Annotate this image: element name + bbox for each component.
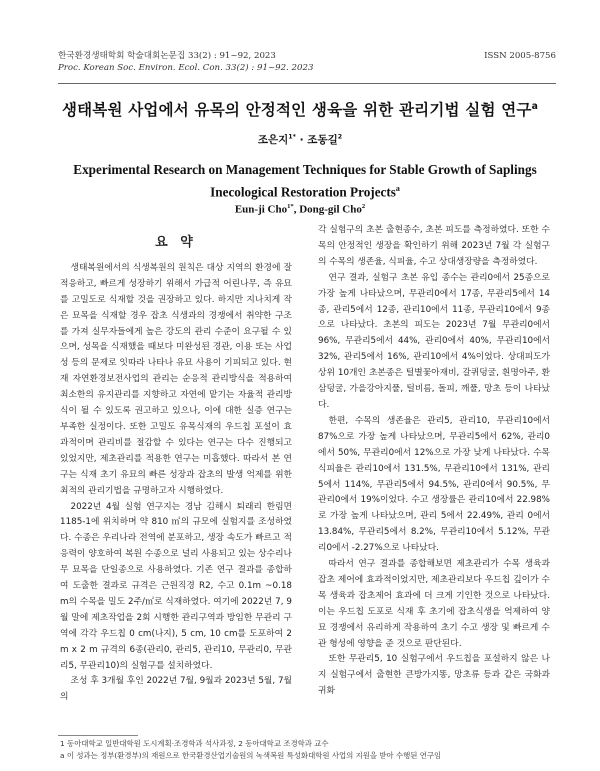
abstract-paragraph: 따라서 연구 결과를 종합해보면 제초관리가 수목 생육과 잡초 제어에 효과적이었지만, 제초관리보다 우드칩 깊이가 수목 생육과 잡초제어 효과에 더 크게 기인한 것으로 나타났다. 이는 우드칩 도포로 식재 후 초기에 잡초식생을 억제하여 양묘 경쟁에서 유리하게 작용하여 초기 수고 생장 및 빠르게 수관 형성에 영향을 준 것으로 판단된다. bbox=[318, 559, 550, 649]
abstract-paragraph: 한편, 수목의 생존율은 관리5, 관리10, 무관리10에서 87%으로 가장 높게 나타났으며, 무관리5에서 62%, 관리0에서 50%, 무관리0에서 12%으로 가장 낮게 나타났다. 수목 식피율은 관리10에서 131.5%, 무관리10에서 131%, 관리5에서 114%, 무관리5에서 94.5%, 관리0에서 90.5%, 무관리0에서 19%이었다. 수고 생장률은 관리10에서 22.98%로 가장 높게 나타났으며, 관리 5에서 22.49%, 관리 0에서 13.84%, 무관리5에서 8.2%, 무관리10에서 5.12%, 무관리0에서 -2.27%으로 나타났다. bbox=[318, 415, 550, 554]
header-rule bbox=[58, 83, 556, 84]
abstract-paragraph: 연구 결과, 실험구 초본 유입 종수는 관리0에서 25종으로 가장 높게 나타났으며, 무관리0에서 17종, 무관리5에서 14종, 관리5에서 12종, 관리10에서 11종, 무관리10에서 9종으로 나타났다. 초본의 피도는 2023년 7월 무관리0에서 96%, 무관리5에서 44%, 관리0에서 40%, 무관리10에서 32%, 관리5에서 16%, 관리10에서 4%이었다. 상대피도가 상위 10개인 초본종은 털별꽃아재비, 갈퀴덩굴, 흰명아주, 환삼덩굴, 가을강아지풀, 털비름, 돌피, 깨풀, 망초 등이 나타났다. bbox=[318, 272, 550, 410]
abstract-paragraph: 또한 무관리5, 10 실험구에서 우드칩을 포설하지 않은 나지 실험구에서 출현한 큰방가지똥, 망초류 등과 같은 국화과 귀화 bbox=[318, 654, 550, 697]
title-english-sup: a bbox=[395, 184, 400, 193]
abstract-paragraph-continued: 각 실험구의 초본 출현종수, 초본 피도를 측정하였다. 또한 수목의 안정적인 생장을 확인하기 위해 2023년 7월 각 실험구의 수목의 생존율, 식피율, 수고 상대생장량을 측정하였다. bbox=[318, 225, 550, 267]
abstract-paragraph: 조성 후 3개월 후인 2022년 7월, 9월과 2023년 5월, 7월의 bbox=[60, 676, 292, 703]
footnote-rule bbox=[58, 735, 138, 736]
authors-korean bbox=[0, 132, 600, 147]
author-ko-sep: · bbox=[295, 134, 308, 146]
footnote-affiliation: 1 동아대학교 일반대학원 도시계획·조경학과 석사과정, 2 동아대학교 조경학과 교수 bbox=[60, 739, 329, 748]
title-english-text: Experimental Research on Management Techniques for Stable Growth of Saplings Inecological Restoration Projects bbox=[73, 162, 537, 200]
author-ko-1-sup: 1* bbox=[288, 133, 296, 141]
right-column bbox=[318, 223, 550, 700]
author-ko-2-sup: 2 bbox=[337, 133, 343, 141]
issn: ISSN 2005-8756 bbox=[484, 51, 556, 61]
author-ko-2: 조동길 bbox=[307, 134, 338, 146]
abstract-heading: 요 약 bbox=[155, 235, 197, 250]
author-en-1-sup: 1* bbox=[287, 203, 294, 210]
title-korean-text: 생태복원 사업에서 유목의 안정적인 생육을 위한 관리기법 실험 연구 bbox=[61, 101, 532, 119]
abstract-paragraph: 2022년 4월 실험 연구지는 경남 김해시 퇴래리 한림면 1185-1에 위치하며 약 810 ㎡의 규모에 실험지를 조성하였다. 수종은 우리나라 전역에 분포하고, 생장 속도가 빠르고 적응력이 양호하여 복원 수종으로 널리 사용되고 있는 상수리나무 묘목을 단일종으로 사용하였다. 기존 연구 결과를 종합하여 도출한 결과로 규격은 근원직경 R2, 수고 0.1m ~0.18 m의 수목을 밀도 2주/㎡로 식재하였다. 여기에 2022년 7, 9월 말에 제초작업을 2회 시행한 관리구역과 방임한 무관리 구역에 각각 우드칩 0 cm(나지), 5 cm, 10 cm를 도포하여 2 m x 2 m 규격의 6종(관리0, 관리5, 관리10, 무관리0, 무관리5, 무관리10)의 실험구를 설치하였다. bbox=[60, 501, 292, 671]
author-en-sep: , bbox=[293, 203, 300, 216]
author-en-2-sup: 2 bbox=[361, 203, 366, 210]
title-korean-sup: a bbox=[531, 100, 539, 112]
authors-english bbox=[0, 203, 600, 216]
title-korean bbox=[0, 98, 600, 120]
journal-name-ko: 한국환경생태학회 학술대회논문집 33(2) : 91~92, 2023 bbox=[58, 51, 276, 61]
abstract-paragraph: 생태복원에서의 식생복원의 원칙은 대상 지역의 환경에 잘 적응하고, 빠르게 성장하기 위해서 가급적 어린나무, 즉 유묘를 고밀도로 식재할 것을 권장하고 있다. 하지만 지나치게 작은 묘목을 식재할 경우 잡초 식생과의 경쟁에서 취약한 구조를 가져 실무자들에게 높은 강도의 관리 수준이 요구될 수 있으며, 성목을 식재했을 때보다 미완성된 경관, 이용 또는 사업성 등의 문제로 잇따라 나타나 유묘 사용이 기피되고 있다. 현재 자연환경보전사업의 관리는 순응적 관리방식을 적용하여 최소한의 유지관리를 지향하고 자연에 맡기는 자율적 관리방식이 될 수 있도록 권고하고 있으나, 이에 대한 실증 연구는 부족한 실정이다. 또한 고밀도 유목식재의 우드칩 포설이 효과적이며 관리비를 절감할 수 있다는 연구는 다수 진행되고 있었지만, 제초관리를 적용한 연구는 미흡했다. 따라서 본 연구는 식재 초기 유묘의 빠른 성장과 잡초의 발생 억제를 위한 최적의 관리기법을 규명하고자 시행하였다. bbox=[60, 262, 292, 496]
title-english bbox=[50, 160, 560, 201]
left-column bbox=[60, 225, 292, 706]
author-en-1: Eun-ji Cho bbox=[234, 203, 288, 216]
footnote-funding: a 이 성과는 정부(환경부)의 재원으로 한국환경산업기술원의 녹색복원 특성화대학원 사업의 지원을 받아 수행된 연구임 bbox=[60, 751, 442, 760]
author-en-2: Dong-gil Cho bbox=[299, 203, 362, 216]
journal-header bbox=[58, 50, 313, 74]
journal-name-en: Proc. Korean Soc. Environ. Ecol. Con. 33(2) : 91~92. 2023 bbox=[58, 63, 314, 73]
author-ko-1: 조은지 bbox=[257, 134, 289, 146]
